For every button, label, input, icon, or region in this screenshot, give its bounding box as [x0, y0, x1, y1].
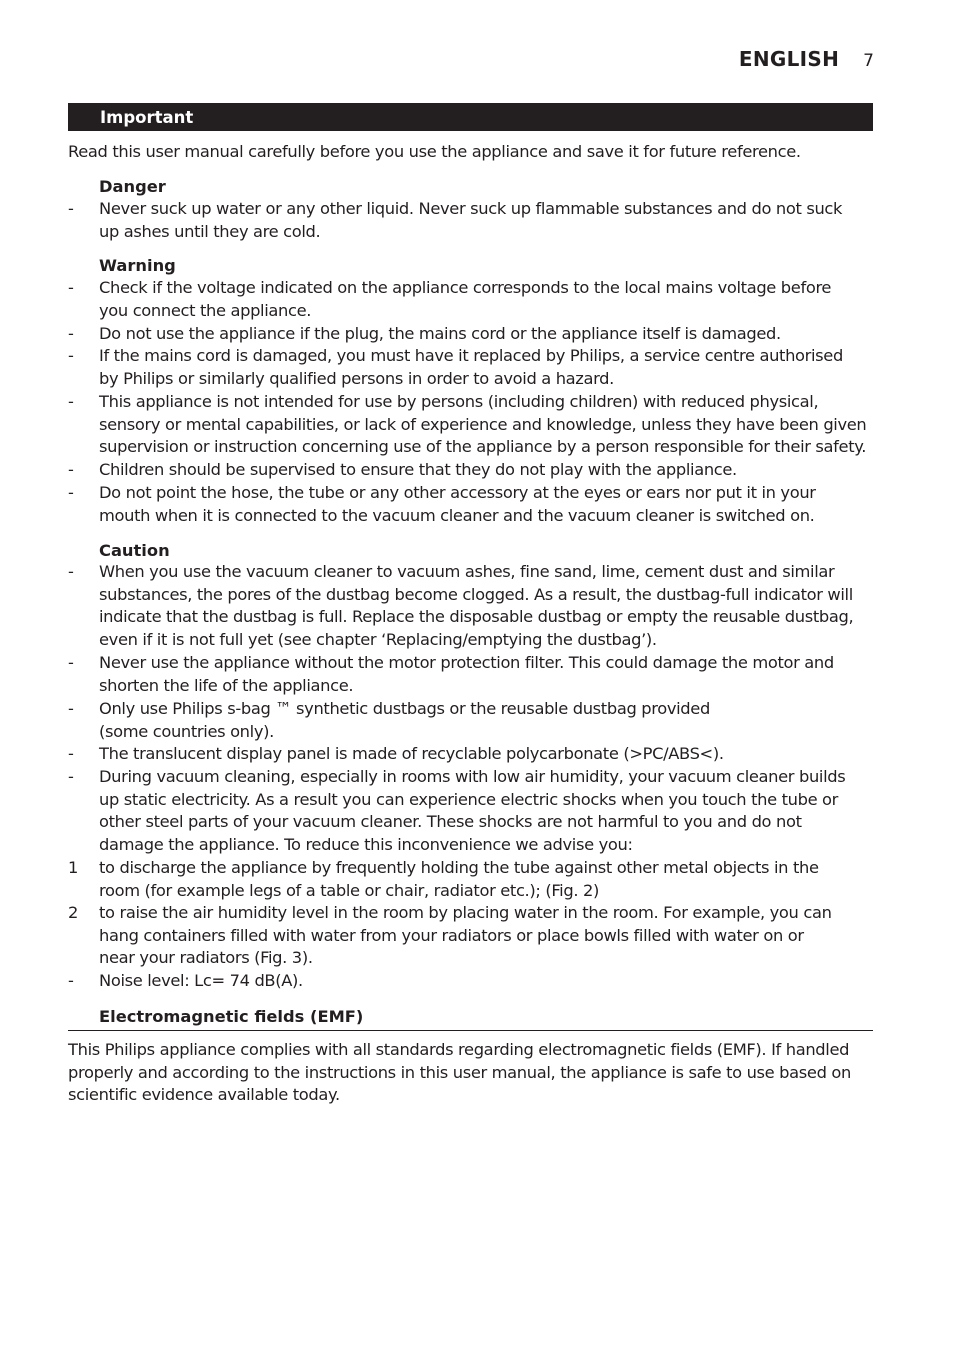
list-item-text: The translucent display panel is made of recyclable polycarbonate (>PC/ABS<). — [99, 744, 724, 763]
warning-heading: Warning — [99, 256, 176, 275]
list-item — [68, 345, 874, 390]
list-item-text: to discharge the appliance by frequently holding the tube against other metal objects in the room (for example legs of a table or chair, radiator etc.); (Fig. 2) — [99, 858, 819, 900]
list-item — [68, 277, 874, 322]
list-marker: 2 — [68, 903, 79, 922]
list-item — [68, 459, 874, 482]
list-marker: - — [68, 199, 74, 218]
danger-heading: Danger — [99, 177, 166, 196]
list-marker: - — [68, 562, 74, 581]
list-marker: - — [68, 346, 74, 365]
page-header — [739, 47, 874, 71]
list-marker: - — [68, 971, 74, 990]
list-marker: - — [68, 483, 74, 502]
list-item — [68, 766, 874, 857]
list-item-text: When you use the vacuum cleaner to vacuum ashes, fine sand, lime, cement dust and similar substances, the pores of the dustbag become clogged. As a result, the dustbag-full indicator will indicate that the dustbag is full. Replace the disposable dustbag or empty the reusable dustbag, even if it is not full yet (see chapter ‘Replacing/emptying the dustbag’). — [99, 562, 854, 650]
list-item — [68, 857, 874, 902]
list-item-text: Do not point the hose, the tube or any other accessory at the eyes or ears nor put it in your mouth when it is connected to the vacuum cleaner and the vacuum cleaner is switched on. — [99, 483, 816, 525]
list-item-text: Do not use the appliance if the plug, the mains cord or the appliance itself is damaged. — [99, 324, 781, 343]
list-item-text: Children should be supervised to ensure that they do not play with the appliance. — [99, 460, 737, 479]
list-item-text: If the mains cord is damaged, you must have it replaced by Philips, a service centre authorised by Philips or similarly qualified persons in order to avoid a hazard. — [99, 346, 843, 388]
list-item-text: Noise level: Lc= 74 dB(A). — [99, 971, 303, 990]
caution-heading: Caution — [99, 541, 170, 560]
list-item — [68, 652, 874, 697]
list-item-text: Never suck up water or any other liquid. Never suck up flammable substances and do not suck up ashes until they are cold. — [99, 199, 843, 241]
list-marker: - — [68, 767, 74, 786]
list-item — [68, 391, 874, 459]
list-item — [68, 698, 874, 743]
list-item — [68, 561, 874, 652]
list-item — [68, 970, 874, 993]
list-item-text: Check if the voltage indicated on the appliance corresponds to the local mains voltage before you connect the appliance. — [99, 278, 832, 320]
list-marker: - — [68, 699, 74, 718]
intro-paragraph: Read this user manual carefully before you use the appliance and save it for future reference. — [68, 142, 801, 161]
list-marker: 1 — [68, 858, 79, 877]
list-marker: - — [68, 460, 74, 479]
list-item — [68, 198, 874, 243]
list-item-text: Never use the appliance without the motor protection filter. This could damage the motor and shorten the life of the appliance. — [99, 653, 834, 695]
language-label: ENGLISH — [738, 47, 840, 71]
list-item-text: Only use Philips s-bag ™ synthetic dustbags or the reusable dustbag provided (some countries only). — [99, 699, 710, 741]
list-item — [68, 743, 874, 766]
list-marker: - — [68, 392, 74, 411]
list-marker: - — [68, 324, 74, 343]
list-item-text: This appliance is not intended for use by persons (including children) with reduced physical, sensory or mental capabilities, or lack of experience and knowledge, unless they have been given supervision or instruction concerning use of the appliance by a person responsible for their safety. — [99, 392, 867, 457]
emf-section-heading — [68, 1006, 873, 1031]
list-marker: - — [68, 744, 74, 763]
list-marker: - — [68, 278, 74, 297]
important-title: Important — [100, 108, 194, 127]
list-marker: - — [68, 653, 74, 672]
emf-paragraph: This Philips appliance complies with all standards regarding electromagnetic fields (EMF). If handled properly and according to the instructions in this user manual, the appliance is safe to use based on scientific evidence available today. — [68, 1040, 851, 1105]
page-number: 7 — [863, 51, 874, 71]
emf-title: Electromagnetic fields (EMF) — [99, 1007, 364, 1026]
list-item — [68, 323, 874, 346]
important-section-bar — [68, 103, 873, 131]
list-item — [68, 482, 874, 527]
list-item-text: to raise the air humidity level in the room by placing water in the room. For example, you can hang containers filled with water from your radiators or place bowls filled with water on or near your radiators (Fig. 3). — [99, 903, 832, 968]
list-item — [68, 902, 874, 970]
list-item-text: During vacuum cleaning, especially in rooms with low air humidity, your vacuum cleaner builds up static electricity. As a result you can experience electric shocks when you touch the tube or other steel parts of your vacuum cleaner. These shocks are not harmful to you and do not damage the appliance. To reduce this inconvenience we advise you: — [99, 767, 846, 855]
